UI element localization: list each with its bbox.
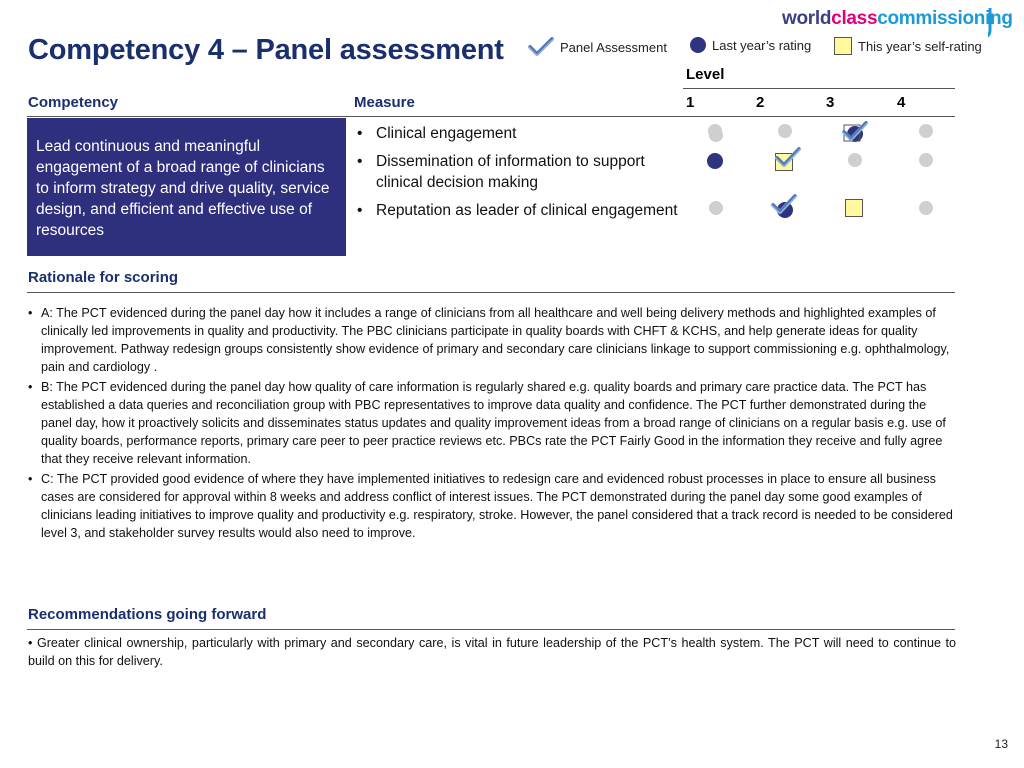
empty-rating-dot [778,124,792,138]
yellow-box-icon [834,37,852,55]
measure-item: • Dissemination of information to support clinical decision making [353,151,683,194]
recommendations-text: • Greater clinical ownership, particularly with primary and secondary care, is vital in future leadership of the PCT’s health system. The PCT will need to continue to build on this for delivery. [28,636,956,668]
empty-rating-dot [919,124,933,138]
level-1-header: 1 [686,94,695,111]
legend-panel-label: Panel Assessment [560,39,667,55]
self-rating-box [845,199,863,217]
rationale-item: • B: The PCT evidenced during the panel day how quality of care information is regularly shared e.g. quality boards and primary care practice data. The PCT has established a data queries and reconciliation group with PBC representatives to improve data quality and confidence. The PCT further demonstrated during the panel day, how it proactively solicits and disseminates status updates and quality improvement ideas from a broad range of clinicians on a regular basis e.g. use of quality boards, performance reports, primary care peer to peer practice reviews etc. PBCs rate the PCT Fairly Good in the information they receive and fully agree that they receive relevant information. [28,378,958,468]
empty-rating-dot [709,201,723,215]
rationale-rule [27,292,955,293]
panel-assessment-check-icon [774,146,802,170]
legend-self-rating [834,37,982,55]
empty-rating-dot [848,153,862,167]
logo-swoosh-icon [988,6,1002,40]
measures-list [353,123,683,227]
competency-description: Lead continuous and meaningful engagement of a broad range of clinicians to inform strategy and drive quality, service design, and efficient and effective use of resources [27,118,346,256]
empty-rating-dot [919,201,933,215]
rationale-item: • A: The PCT evidenced during the panel day how it includes a range of clinicians from all healthcare and well being delivery methods and highlighted examples of clinically led improvements in quality and productivity. The PBC clinicians participate in quality boards with CHFT & KCHS, and help generate ideas for quality improvement. Pathway redesign groups consistently show evidence of primary and secondary care clinicians linkage to support commissioning e.g. ophthalmology, pain and cardiology . [28,304,958,376]
panel-assessment-check-icon [770,193,798,217]
measure-column-header: Measure [354,94,415,111]
level-2-header: 2 [756,94,765,111]
recommendations-rule [27,629,955,630]
navy-dot-icon [690,37,706,53]
measure-item: • Reputation as leader of clinical engagement [353,200,683,222]
measure-item: • Clinical engagement [353,123,683,145]
legend-last-year-label: Last year’s rating [712,37,812,53]
last-year-rating-dot [707,153,723,169]
header-rule [27,116,955,117]
level-header: Level [686,66,725,83]
empty-rating-dot [709,128,723,142]
legend-self-label: This year’s self-rating [858,38,982,54]
world-class-commissioning-logo: worldclasscommissioning [782,6,1012,40]
legend-last-year [690,37,811,53]
rationale-list [28,304,958,544]
rationale-heading: Rationale for scoring [28,269,179,286]
level-3-header: 3 [826,94,835,111]
page-number: 13 [994,737,1008,751]
level-rule [683,88,955,89]
competency-column-header: Competency [28,94,119,111]
recommendations-heading: Recommendations going forward [28,606,267,623]
empty-rating-dot [919,153,933,167]
checkmark-icon [528,37,554,57]
level-4-header: 4 [897,94,906,111]
legend-panel-assessment [528,37,667,57]
rationale-item: • C: The PCT provided good evidence of where they have implemented initiatives to redesign care and evidenced robust processes in place to ensure all business cases are considered for approval within 8 weeks and address conflict of interest issues. The PCT demonstrated during the panel day some good examples of clinicians leading initiatives to improve quality and productivity e.g. respiratory, stroke. However, the panel considered that a track record is needed to be considered level 3, and stakeholder survey results would also need to improve. [28,470,958,542]
panel-assessment-check-icon [841,120,869,144]
page-title: Competency 4 – Panel assessment [28,34,504,66]
